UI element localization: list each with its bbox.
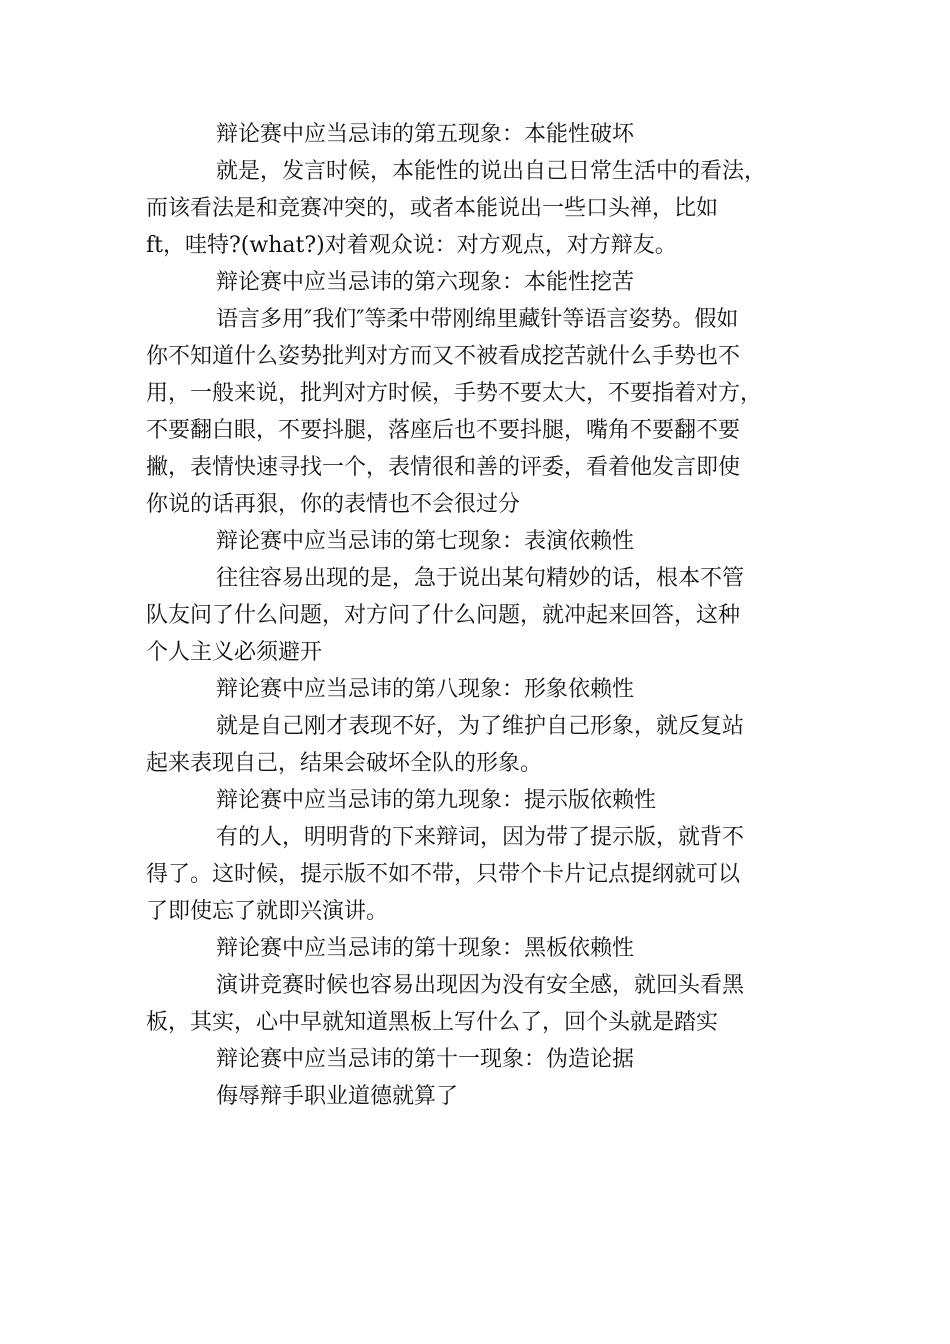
text-line: 不要翻白眼，不要抖腿，落座后也不要抖腿，嘴角不要翻不要 bbox=[146, 418, 741, 443]
text-line: 用，一般来说，批判对方时候，手势不要太大，不要指着对方， bbox=[146, 381, 763, 406]
text-line: 板，其实，心中早就知道黑板上写什么了，回个头就是踏实 bbox=[146, 1010, 719, 1035]
text-line: 辩论赛中应当忌讳的第六现象：本能性挖苦 bbox=[216, 270, 635, 295]
text-line: 你不知道什么姿势批判对方而又不被看成挖苦就什么手势也不 bbox=[146, 344, 741, 369]
text-line: 往往容易出现的是，急于说出某句精妙的话，根本不管 bbox=[216, 566, 745, 591]
text-line: 就是自己刚才表现不好，为了维护自己形象，就反复站 bbox=[216, 714, 745, 739]
text-line: 个人主义必须避开 bbox=[146, 640, 323, 665]
text-line: 辩论赛中应当忌讳的第九现象：提示版依赖性 bbox=[216, 788, 657, 813]
text-line: 你说的话再狠，你的表情也不会很过分 bbox=[146, 492, 521, 517]
text-line: 语言多用″我们″等柔中带刚绵里藏针等语言姿势。假如 bbox=[216, 307, 739, 332]
text-line: 了即使忘了就即兴演讲。 bbox=[146, 899, 389, 924]
text-line: 辩论赛中应当忌讳的第五现象：本能性破坏 bbox=[216, 122, 635, 147]
text-line: 起来表现自己，结果会破坏全队的形象。 bbox=[146, 751, 543, 776]
text-line: 队友问了什么问题，对方问了什么问题，就冲起来回答，这种 bbox=[146, 603, 741, 628]
text-line: 撇，表情快速寻找一个，表情很和善的评委，看着他发言即使 bbox=[146, 455, 741, 480]
document-body bbox=[146, 116, 806, 1115]
text-line: 辩论赛中应当忌讳的第十一现象：伪造论据 bbox=[216, 1047, 635, 1072]
text-line: 而该看法是和竞赛冲突的，或者本能说出一些口头禅，比如 bbox=[146, 196, 719, 221]
text-line: 辩论赛中应当忌讳的第十现象：黑板依赖性 bbox=[216, 936, 635, 961]
text-line: 辩论赛中应当忌讳的第七现象：表演依赖性 bbox=[216, 529, 635, 554]
text-line: 得了。这时候，提示版不如不带，只带个卡片记点提纲就可以 bbox=[146, 862, 741, 887]
text-line: 侮辱辩手职业道德就算了 bbox=[216, 1084, 459, 1109]
text-line: 演讲竞赛时候也容易出现因为没有安全感，就回头看黑 bbox=[216, 973, 745, 998]
text-line: 就是，发言时候，本能性的说出自己日常生活中的看法， bbox=[216, 159, 767, 184]
text-line: ft，哇特?(what?)对着观众说：对方观点，对方辩友。 bbox=[146, 233, 677, 258]
text-line: 辩论赛中应当忌讳的第八现象：形象依赖性 bbox=[216, 677, 635, 702]
text-line: 有的人，明明背的下来辩词，因为带了提示版，就背不 bbox=[216, 825, 745, 850]
